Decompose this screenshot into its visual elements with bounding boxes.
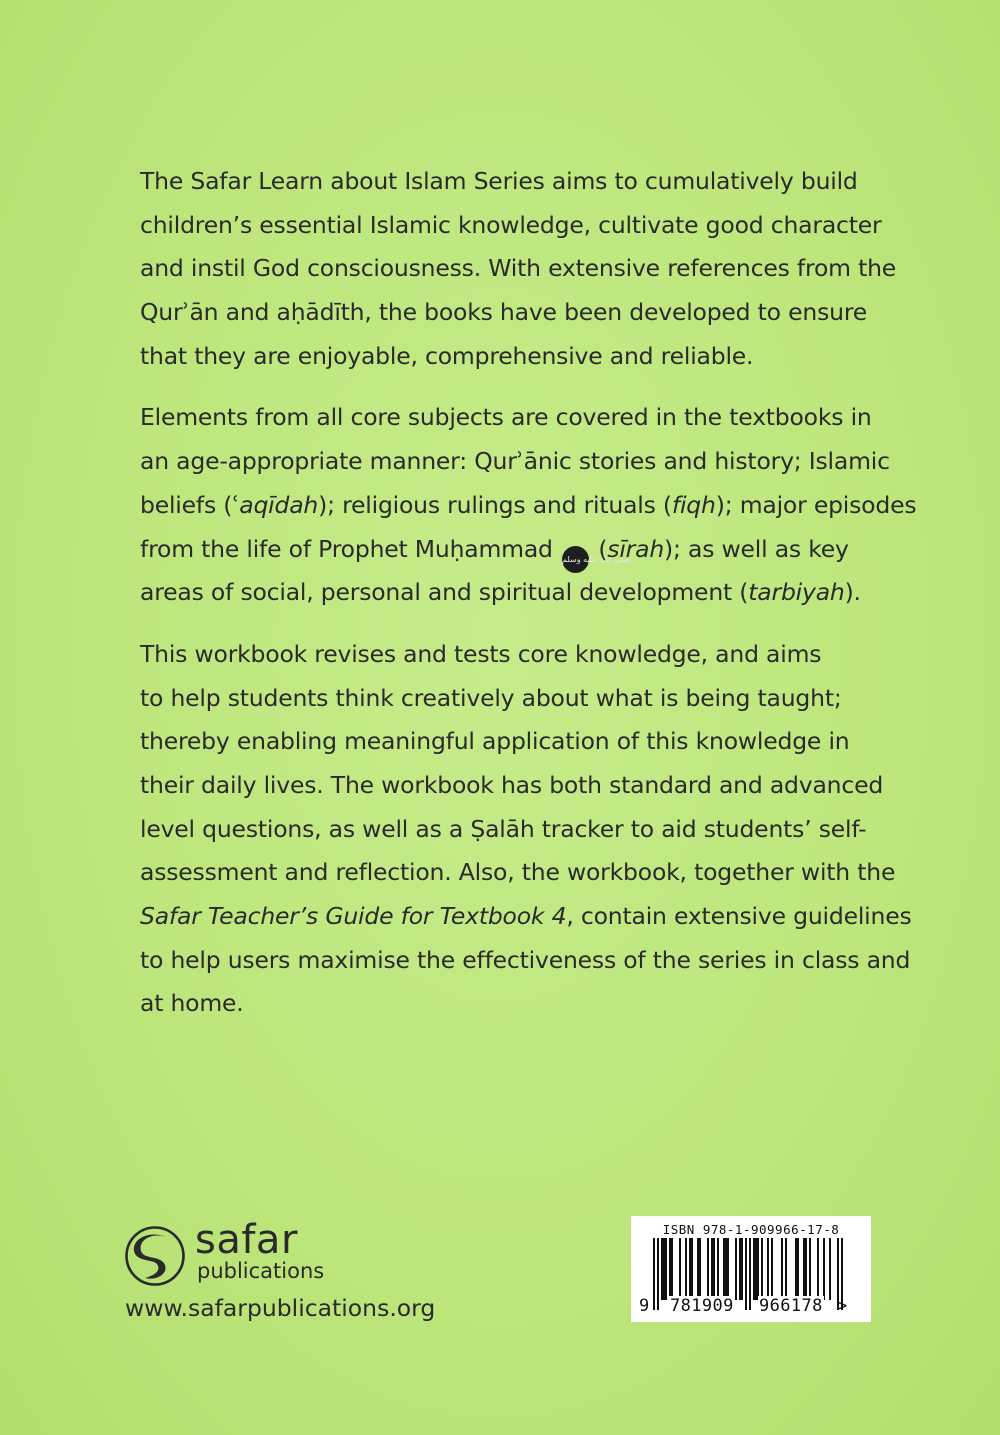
- text-segment: from the life of Prophet Muḥammad: [140, 534, 561, 563]
- text-line: and instil God consciousness. With extensive references from the: [140, 254, 897, 283]
- text-line: to help users maximise the effectiveness of the series in class and: [140, 945, 911, 974]
- text-line: that they are enjoyable, comprehensive and reliable.: [140, 341, 754, 370]
- text-segment: areas of social, personal and spiritual development (: [140, 578, 749, 607]
- barcode-bar: [739, 1238, 741, 1300]
- barcode-bar: [689, 1238, 691, 1300]
- barcode-bar: [745, 1238, 747, 1310]
- publisher-name: safar: [195, 1217, 298, 1263]
- barcode-bar: [661, 1238, 663, 1300]
- barcode-bar: [665, 1238, 667, 1300]
- barcode-bar: [781, 1238, 783, 1300]
- paragraph-workbook: [140, 633, 912, 1026]
- text-line: children’s essential Islamic knowledge, cultivate good character: [140, 210, 882, 239]
- text-line: their daily lives. The workbook has both standard and advanced: [140, 770, 884, 799]
- barcode-bar: [785, 1238, 787, 1300]
- barcode-bar: [671, 1238, 673, 1300]
- barcode-bar: [761, 1238, 763, 1300]
- barcode-bar: [699, 1238, 701, 1300]
- text-line: an age-appropriate manner: Qurʾānic stories and history; Islamic: [140, 447, 890, 476]
- safar-swirl-logo-icon: [125, 1226, 185, 1286]
- text-segment: (: [591, 534, 608, 563]
- barcode-bars: [631, 1216, 871, 1322]
- term-sirah: sīrah: [607, 534, 665, 563]
- text-line: [140, 895, 912, 939]
- barcode-bar: [691, 1238, 693, 1300]
- barcode-bar: [809, 1238, 811, 1300]
- isbn-label: ISBN 978-1-909966-17-8: [662, 1222, 840, 1237]
- barcode-digit-first: 9: [639, 1296, 650, 1316]
- paragraph-series-intro: [140, 160, 900, 378]
- text-line: The Safar Learn about Islam Series aims to cumulatively build: [140, 167, 858, 195]
- publisher-subname: publications: [197, 1259, 325, 1283]
- barcode-bar: [795, 1238, 797, 1300]
- honorific-icon: صلى الله عليه وسلم: [562, 546, 589, 573]
- back-cover-description: [140, 160, 917, 1044]
- barcode-bar: [805, 1238, 807, 1300]
- term-fiqh: fiqh: [671, 490, 716, 519]
- barcode-digits-left: 781909: [670, 1296, 734, 1316]
- barcode-bar: [707, 1238, 709, 1300]
- text-line: to help students think creatively about what is being taught;: [140, 683, 842, 712]
- text-segment: beliefs (ʿ: [140, 490, 240, 519]
- barcode-bar: [823, 1238, 825, 1300]
- barcode-bar: [803, 1238, 805, 1300]
- barcode-bar: [685, 1238, 687, 1300]
- barcode-bar: [679, 1238, 681, 1300]
- text-line: thereby enabling meaningful application of this knowledge in: [140, 727, 850, 756]
- text-segment: ).: [844, 578, 861, 607]
- text-line: assessment and reflection. Also, the workbook, together with the: [140, 858, 896, 887]
- text-line: at home.: [140, 989, 244, 1018]
- barcode-bar: [829, 1238, 831, 1300]
- barcode-bar: [749, 1238, 751, 1310]
- barcode-bar: [797, 1238, 799, 1300]
- barcode-bar: [767, 1238, 769, 1300]
- barcode-bar: [771, 1238, 773, 1300]
- barcode-bar: [657, 1238, 659, 1310]
- barcode-digits-right: 966178: [759, 1296, 823, 1316]
- text-line: Qurʾān and aḥādīth, the books have been developed to ensure: [140, 298, 868, 327]
- text-line: [140, 484, 917, 528]
- barcode-bar: [653, 1238, 655, 1310]
- teachers-guide-title: Safar Teacher’s Guide for Textbook 4: [140, 902, 567, 930]
- text-line: [140, 528, 900, 572]
- barcode-bar: [727, 1238, 729, 1300]
- text-segment: , contain extensive guidelines: [566, 902, 912, 930]
- barcode-bar: [717, 1238, 719, 1300]
- barcode-bar: [735, 1238, 737, 1300]
- barcode-bar: [753, 1238, 755, 1300]
- barcode-bar: [741, 1238, 743, 1300]
- text-line: level questions, as well as a Ṣalāh tracker to aid students’ self-: [140, 814, 867, 843]
- text-segment: ); as well as key: [664, 534, 849, 563]
- barcode-bar: [711, 1238, 713, 1300]
- text-segment: ); religious rulings and rituals (: [318, 490, 672, 519]
- publisher-website: www.safarpublications.org: [125, 1294, 436, 1322]
- barcode-bar: [757, 1238, 759, 1300]
- paragraph-core-subjects: [140, 396, 917, 614]
- text-line: This workbook revises and tests core knowledge, and aims: [140, 639, 822, 668]
- barcode-bar: [817, 1238, 819, 1300]
- barcode-end-marker: >: [837, 1296, 848, 1316]
- barcode-bar: [663, 1238, 665, 1300]
- barcode-bar: [713, 1238, 715, 1300]
- barcode-bar: [725, 1238, 727, 1300]
- text-line: Elements from all core subjects are covered in the textbooks in: [140, 403, 872, 432]
- isbn-barcode: [631, 1216, 871, 1322]
- term-tarbiyah: tarbiyah: [748, 578, 845, 607]
- barcode-bar: [697, 1238, 699, 1300]
- barcode-bar: [755, 1238, 757, 1300]
- publisher-logo: [125, 1217, 385, 1292]
- barcode-bar: [723, 1238, 725, 1300]
- barcode-bar: [669, 1238, 671, 1300]
- text-line: [140, 571, 900, 615]
- text-segment: ); major episodes: [715, 490, 917, 519]
- term-aqidah: aqīdah: [239, 490, 319, 519]
